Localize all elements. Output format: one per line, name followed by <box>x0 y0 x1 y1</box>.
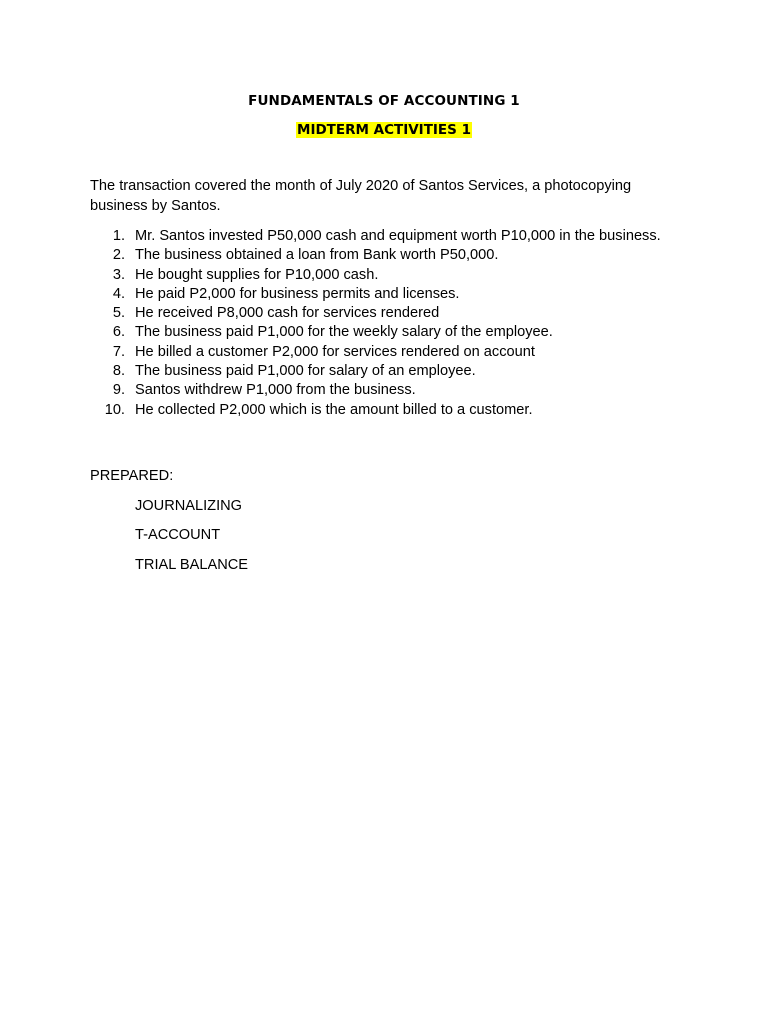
list-item-number: 4. <box>112 285 125 302</box>
list-item-text: He billed a customer P2,000 for services rendered on account <box>135 343 535 360</box>
list-item <box>90 362 670 381</box>
list-item-number: 10. <box>104 401 125 418</box>
list-item-text: The business paid P1,000 for salary of an employee. <box>135 363 476 380</box>
list-item-number: 3. <box>112 266 125 283</box>
list-item <box>90 401 670 420</box>
list-item-number: 6. <box>112 324 125 341</box>
list-item-text: The business obtained a loan from Bank worth P50,000. <box>135 247 499 264</box>
list-item <box>90 343 670 362</box>
list-item-text: He received P8,000 cash for services rendered <box>135 305 440 322</box>
list-item-text: Mr. Santos invested P50,000 cash and equipment worth P10,000 in the business. <box>135 228 661 244</box>
list-item-text: The business paid P1,000 for the weekly salary of the employee. <box>135 324 553 341</box>
list-item <box>90 381 670 400</box>
list-item <box>90 285 670 304</box>
intro-paragraph: The transaction covered the month of July 2020 of Santos Services, a photocopying business by Santos. <box>90 178 632 214</box>
prepared-item-trial-balance: TRIAL BALANCE <box>135 557 249 573</box>
list-item-number: 7. <box>112 343 125 360</box>
list-item-number: 9. <box>112 382 125 399</box>
prepared-label: PREPARED: <box>90 468 174 484</box>
list-item <box>90 227 670 246</box>
list-item-text: He collected P2,000 which is the amount billed to a customer. <box>135 401 533 418</box>
list-item-text: He bought supplies for P10,000 cash. <box>135 266 379 283</box>
list-item-number: 5. <box>112 305 125 322</box>
list-item-text: Santos withdrew P1,000 from the business. <box>135 382 416 399</box>
list-item <box>90 304 670 323</box>
list-item <box>90 266 670 285</box>
prepared-item-journalizing: JOURNALIZING <box>135 498 243 514</box>
document-subtitle-line <box>0 121 768 139</box>
list-item <box>90 323 670 342</box>
list-item <box>90 246 670 265</box>
document-title: FUNDAMENTALS OF ACCOUNTING 1 <box>248 93 520 109</box>
transaction-list <box>90 227 670 420</box>
list-item-number: 1. <box>112 228 125 244</box>
list-item-number: 8. <box>112 363 125 380</box>
list-item-text: He paid P2,000 for business permits and licenses. <box>135 285 460 302</box>
list-item-number: 2. <box>112 247 125 264</box>
document-subtitle: MIDTERM ACTIVITIES 1 <box>297 122 471 138</box>
prepared-item-t-account: T-ACCOUNT <box>135 527 221 543</box>
